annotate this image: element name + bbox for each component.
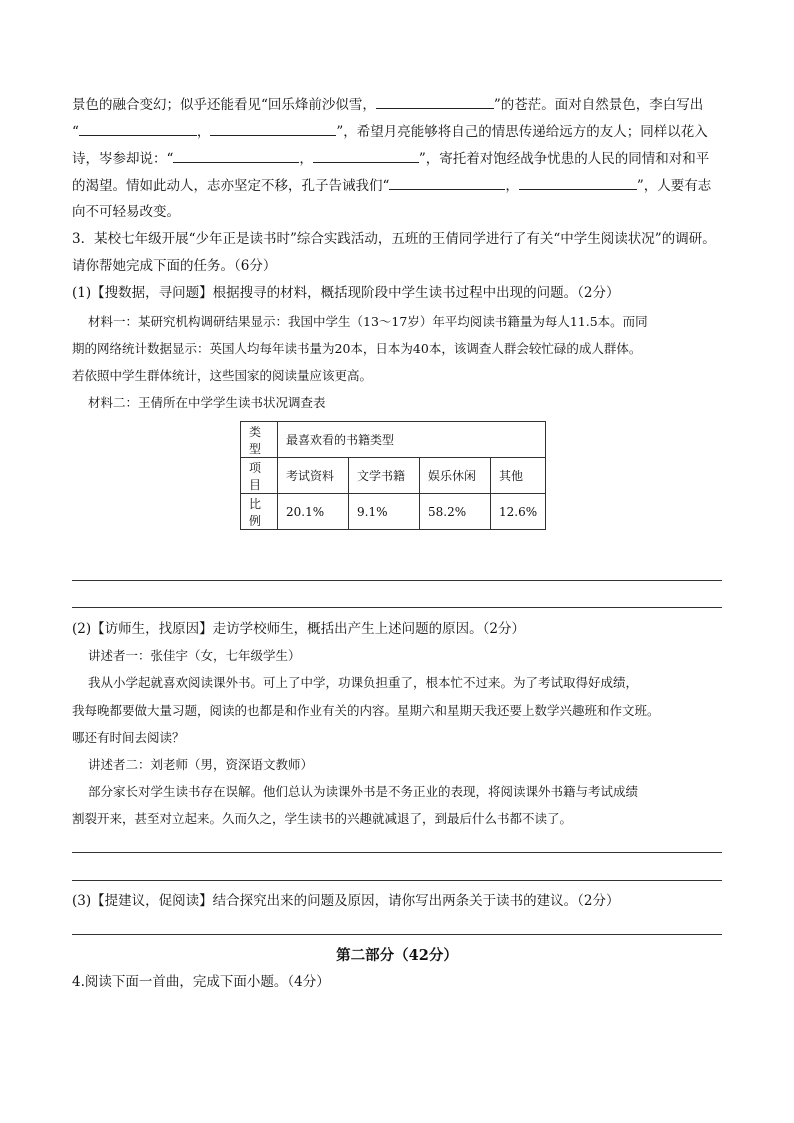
answer-line[interactable] (72, 607, 722, 608)
table-cell: 20.1% (278, 494, 349, 530)
answer-line[interactable] (72, 580, 722, 581)
answer-blank[interactable] (376, 94, 494, 109)
speaker2-text: 部分家长对学生读书存在误解。他们总认为读课外书是不务正业的表现，将阅读课外书籍与考试成绩 (88, 784, 639, 799)
material1-line: 材料一：某研究机构调研结果显示：我国中学生（13～17岁）年平均阅读书籍量为每人11.5本。而同 (88, 314, 648, 329)
survey-table (240, 421, 546, 530)
poem-text: ”，希望月亮能够将自己的情思传递给远方的友人；同样以花入 (336, 124, 708, 140)
poem-text: ”，人要有志 (636, 178, 712, 194)
material1-line: 期的网络统计数据显示：英国人均每年读书量为20本，日本为40本，该调查人群会较忙碌的成人群体。 (72, 341, 642, 356)
part2-title: 第二部分（42分） (336, 947, 458, 964)
speaker1-text: 哪还有时间去阅读？ (72, 730, 185, 745)
poem-line-1 (72, 94, 703, 115)
table-row (241, 422, 546, 458)
answer-line[interactable] (72, 852, 722, 853)
poem-text: “ (72, 124, 79, 140)
poem-text: ， (505, 178, 519, 194)
answer-blank[interactable] (173, 148, 299, 163)
speaker2-name: 讲述者二：刘老师（男，资深语文教师） (88, 757, 314, 772)
poem-text: ， (196, 124, 211, 140)
q4-stem: 4.阅读下面一首曲，完成下面小题。（4分） (72, 974, 330, 990)
table-cell: 文学书籍 (349, 458, 420, 494)
poem-text: 景色的融合变幻；似乎还能看见“回乐烽前沙似雪， (72, 97, 376, 113)
speaker2-text: 割裂开来，甚至对立起来。久而久之，学生读书的兴趣就减退了，到最后什么书都不读了。 (72, 811, 573, 826)
answer-line[interactable] (72, 880, 722, 881)
q3-sub2: (2)【访师生，找原因】走访学校师生，概括出产生上述问题的原因。（2分） (72, 621, 525, 637)
poem-line-4 (72, 175, 711, 196)
table-cell: 比例 (241, 494, 278, 530)
table-cell: 12.6% (491, 494, 546, 530)
speaker1-text: 我从小学起就喜欢阅读课外书。可上了中学，功课负担重了，根本忙不过来。为了考试取得好成绩， (88, 675, 639, 690)
table-row (241, 458, 546, 494)
q3-stem-cont: 请你帮她完成下面的任务。（6分） (72, 258, 277, 274)
poem-text: 的渴望。情如此动人，志亦坚定不移，孔子告诫我们“ (72, 178, 390, 194)
speaker1-name: 讲述者一：张佳宇（女，七年级学生） (88, 648, 301, 663)
table-cell: 项目 (241, 458, 278, 494)
table-cell: 其他 (491, 458, 546, 494)
answer-blank[interactable] (313, 148, 419, 163)
poem-text: ， (299, 151, 313, 167)
poem-line-5: 向不可轻易改变。 (72, 204, 180, 220)
material2-title: 材料二：王倩所在中学学生读书状况调查表 (88, 395, 326, 410)
poem-text: ”的苍茫。面对自然景色，李白写出 (493, 97, 704, 113)
table-cell: 娱乐休闲 (420, 458, 491, 494)
answer-blank[interactable] (519, 175, 637, 190)
q3-sub1: (1)【搜数据，寻问题】根据搜寻的材料，概括现阶段中学生读书过程中出现的问题。（2分） (72, 285, 620, 301)
q3-stem: 3．某校七年级开展“少年正是读书时”综合实践活动，五班的王倩同学进行了有关“中学生阅读状况”的调研。 (72, 231, 716, 247)
answer-blank[interactable] (79, 121, 197, 136)
table-cell: 类型 (241, 422, 278, 458)
table-header-cell: 最喜欢看的书籍类型 (278, 422, 546, 458)
table-row (241, 494, 546, 530)
speaker1-text: 我每晚都要做大量习题，阅读的也都是和作业有关的内容。星期六和星期天我还要上数学兴趣班和作文班。 (72, 703, 660, 718)
answer-blank[interactable] (210, 121, 336, 136)
table-cell: 58.2% (420, 494, 491, 530)
material1-line: 若依照中学生群体统计，这些国家的阅读量应该更高。 (72, 368, 373, 383)
answer-blank[interactable] (389, 175, 505, 190)
poem-text: ”，寄托着对饱经战争忧患的人民的同情和对和平 (418, 151, 710, 167)
table-cell: 考试资料 (278, 458, 349, 494)
poem-line-2 (72, 121, 708, 142)
q3-sub3: (3)【提建议，促阅读】结合探究出来的问题及原因，请你写出两条关于读书的建议。（2分） (72, 893, 620, 909)
table-cell: 9.1% (349, 494, 420, 530)
answer-line[interactable] (72, 934, 722, 935)
poem-line-3 (72, 148, 709, 169)
poem-text: 诗，岑参却说：“ (72, 151, 174, 167)
